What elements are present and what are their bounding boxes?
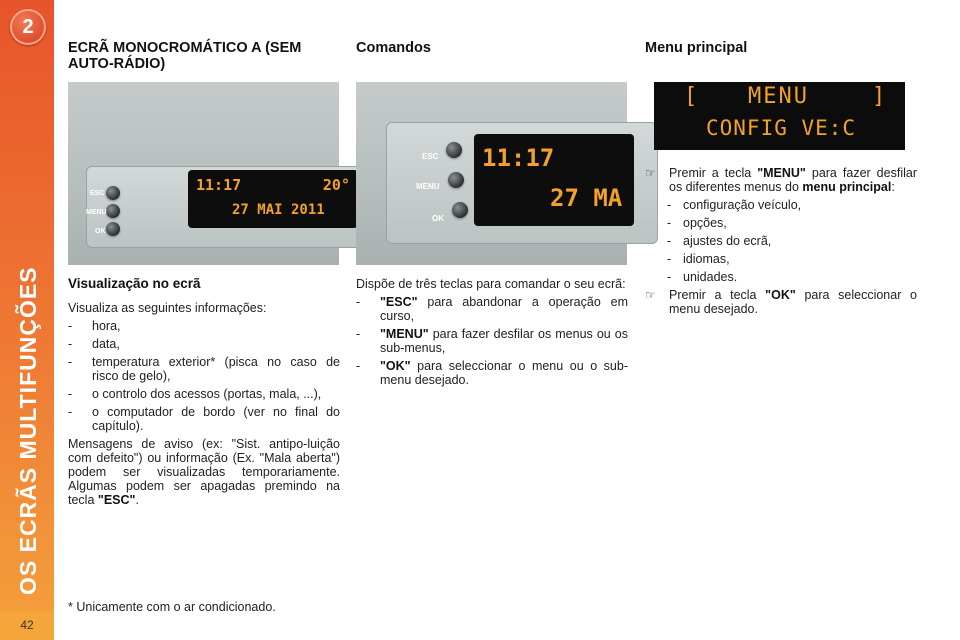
menu-label: MENU: [86, 209, 107, 216]
column-controls: [356, 40, 628, 56]
info-list: [68, 319, 340, 433]
menu-option: CONFIG VE:C: [706, 116, 857, 140]
column-controls-text: [356, 277, 628, 391]
list-item: - hora,: [68, 319, 340, 333]
warning-paragraph: [68, 437, 340, 507]
lcd-date: 27 MAI 2011: [232, 202, 325, 218]
bracket-left: [: [684, 84, 698, 109]
ok-key-label: "OK": [765, 288, 796, 302]
pointing-hand-icon: ☞: [645, 288, 656, 302]
menu-key-label: "MENU": [757, 166, 806, 180]
list-item: - unidades.: [667, 270, 917, 284]
lcd-temperature: 20°: [322, 176, 350, 194]
dashboard-photo-2: [356, 82, 627, 265]
instruction-text: para fazer desfilar os diferentes menus do: [669, 166, 917, 194]
main-menu-label: menu principal: [802, 180, 892, 194]
instruction-text: Premir a tecla: [669, 288, 766, 302]
list-item: - o controlo dos acessos (portas, mala, ...),: [68, 387, 340, 401]
menu-knob: [448, 172, 464, 188]
instruction-end: :: [891, 180, 895, 194]
monochrome-lcd: [188, 170, 358, 228]
list-item-text: para seleccionar o menu ou o sub-menu desejado.: [380, 359, 628, 387]
lcd-time: 11:17: [196, 176, 242, 194]
bracket-right: ]: [872, 84, 886, 109]
instruction-end: para seleccionar o menu desejado.: [669, 288, 917, 316]
menu-label: MENU: [416, 182, 440, 191]
column-main-menu: [645, 40, 917, 56]
ok-label: OK: [432, 214, 444, 223]
menu-knob: [106, 204, 120, 218]
footnote: * Unicamente com o ar condicionado.: [68, 600, 276, 614]
controls-list: [356, 295, 628, 387]
intro-text: Dispõe de três teclas para comandar o seu ecrã:: [356, 277, 626, 291]
lcd-date: 27 MA: [550, 184, 623, 212]
instruction-menu: [645, 166, 917, 194]
dashboard-photo-1: [68, 82, 350, 265]
list-item: [356, 359, 628, 387]
section-heading: Comandos: [356, 40, 431, 56]
main-menu-list: [645, 198, 917, 284]
chapter-number-badge: 2: [10, 9, 46, 45]
esc-knob: [446, 142, 462, 158]
menu-label: MENU: [748, 84, 809, 109]
list-item-text: para fazer desfilar os menus ou os sub-menus,: [380, 327, 628, 355]
ok-knob: [106, 222, 120, 236]
section-heading: ECRÃ MONOCROMÁTICO A (SEM AUTO-RÁDIO): [68, 40, 302, 72]
menu-lcd-display: [654, 82, 905, 150]
esc-key-label: "ESC": [380, 295, 418, 309]
list-item: - opções,: [667, 216, 917, 230]
list-item: [356, 295, 628, 323]
esc-label: ESC: [90, 190, 105, 197]
list-item: - ajustes do ecrã,: [667, 234, 917, 248]
lcd-time: 11:17: [482, 144, 555, 172]
esc-knob: [106, 186, 120, 200]
pointing-hand-icon: ☞: [645, 166, 656, 180]
list-item: [356, 327, 628, 355]
ok-label: OK: [95, 228, 106, 235]
list-item: - temperatura exterior* (pisca no caso de risco de gelo),: [68, 355, 340, 383]
instruction-ok: [645, 288, 917, 316]
intro-text: Visualiza as seguintes informações:: [68, 301, 267, 315]
list-item: - configuração veículo,: [667, 198, 917, 212]
column-main-menu-text: [645, 166, 917, 316]
section-title: OS ECRÃS MULTIFUNÇÕES: [15, 266, 41, 595]
esc-label: ESC: [422, 152, 439, 161]
esc-key-label: "ESC": [97, 493, 136, 507]
section-heading: Menu principal: [645, 40, 748, 56]
ok-knob: [452, 202, 468, 218]
page-number: 42: [0, 612, 54, 640]
chapter-sidebar: [0, 0, 54, 640]
monochrome-lcd: [474, 134, 634, 226]
paragraph-end: .: [135, 493, 139, 507]
list-item: - o computador de bordo (ver no final do capítulo).: [68, 405, 340, 433]
menu-key-label: "MENU": [380, 327, 429, 341]
ok-key-label: "OK": [380, 359, 411, 373]
paragraph-text: Mensagens de aviso (ex: "Sist. antipo-luição com defeito") ou informação (Ex. "Mala aberta") podem ser visualizadas temporariamente. Algumas podem ser apagadas premindo na tecla: [68, 437, 340, 507]
column-monochrome-text: [68, 277, 340, 507]
list-item-text: para abandonar a operação em curso,: [380, 295, 628, 323]
list-item: - idiomas,: [667, 252, 917, 266]
column-monochrome-screen: [68, 40, 340, 72]
list-item: - data,: [68, 337, 340, 351]
subheading: Visualização no ecrã: [68, 276, 201, 291]
instruction-text: Premir a tecla: [669, 166, 758, 180]
